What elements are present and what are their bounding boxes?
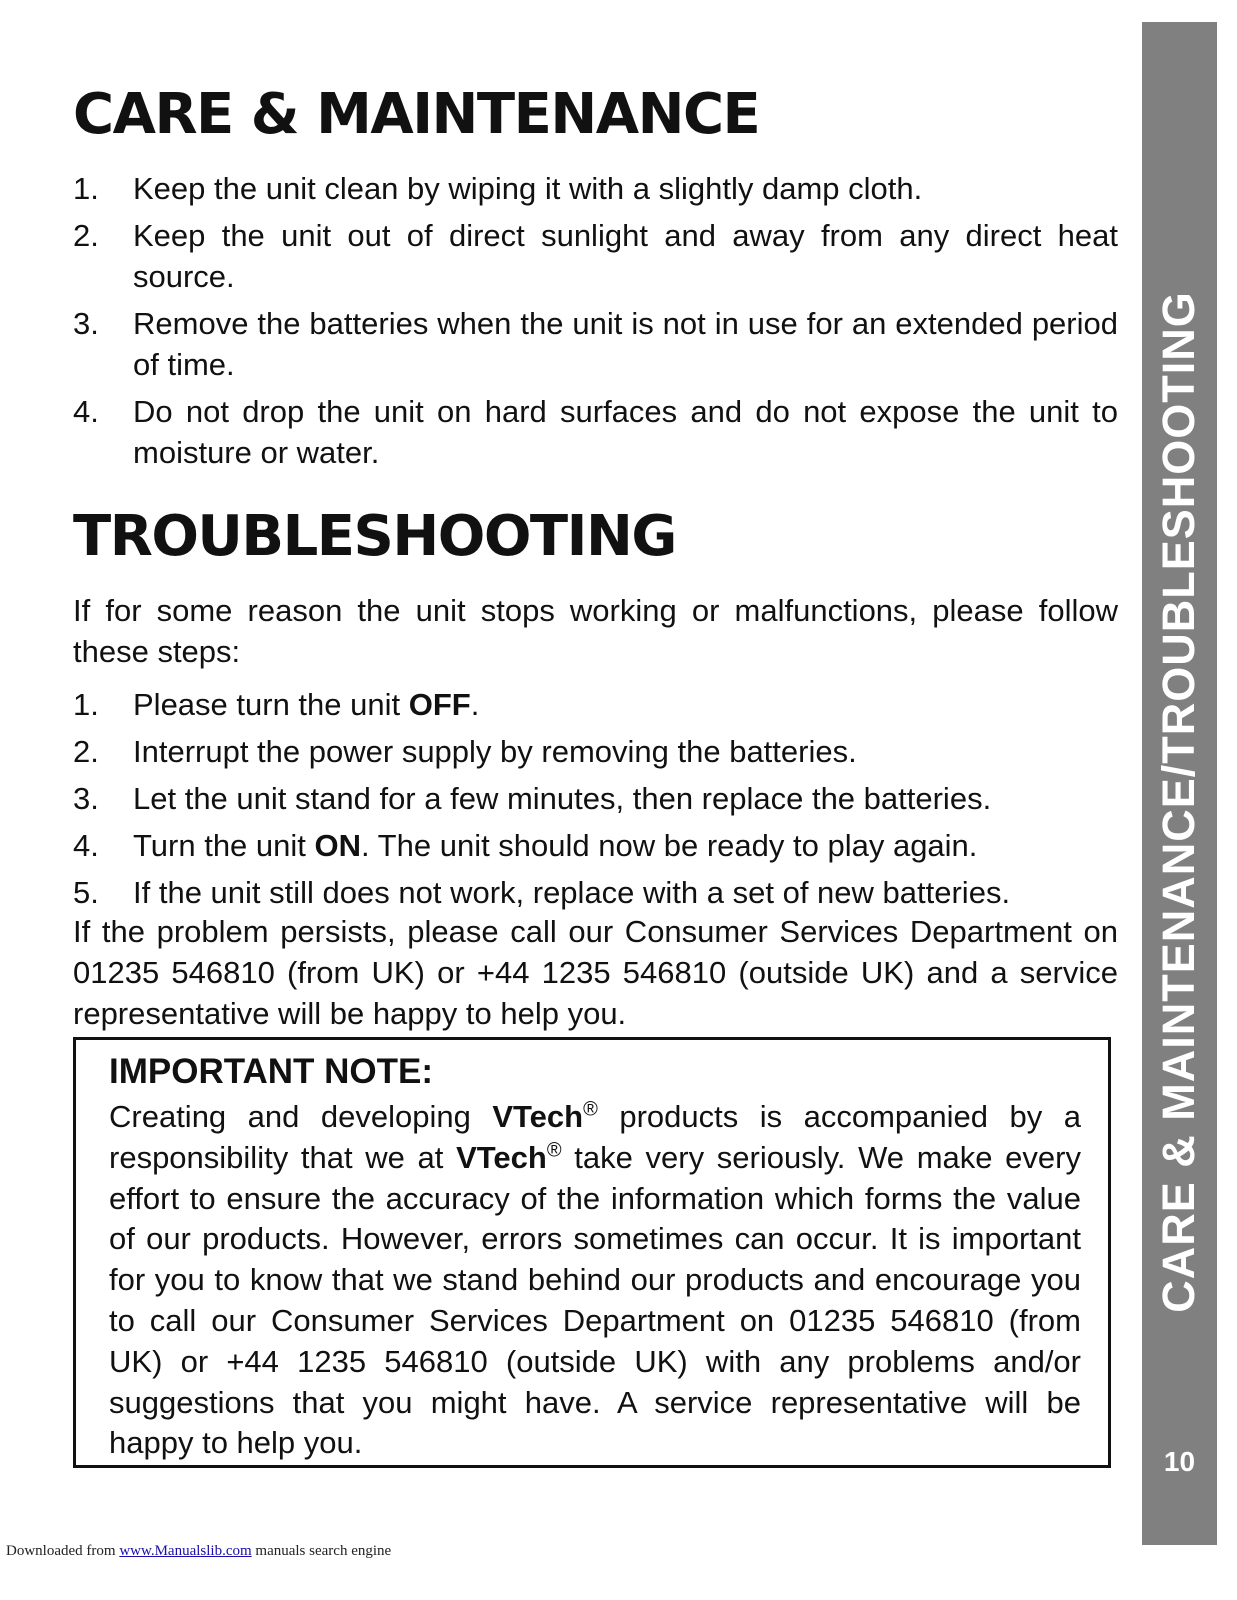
list-item: 5. If the unit still does not work, replace with a set of new batteries. bbox=[73, 875, 1011, 910]
manualslib-link[interactable]: www.Manualslib.com bbox=[119, 1543, 252, 1559]
download-footer: Downloaded from www.Manualslib.com manuals search engine bbox=[6, 1543, 392, 1559]
troubleshooting-intro: If for some reason the unit stops working or malfunctions, please follow these steps: bbox=[73, 593, 1118, 669]
care-list bbox=[73, 168, 1118, 479]
troubleshooting-steps bbox=[73, 684, 1118, 919]
list-item: 2. Keep the unit out of direct sunlight and away from any direct heat source. bbox=[73, 218, 1118, 294]
list-item: 2. Interrupt the power supply by removing the batteries. bbox=[73, 734, 857, 769]
sidebar-section-label: CARE & MAINTENANCE/TROUBLESHOOTING bbox=[1153, 291, 1204, 1313]
page-number: 10 bbox=[1163, 1446, 1196, 1477]
important-note-box bbox=[73, 1037, 1111, 1468]
list-item: 4. Do not drop the unit on hard surfaces and do not expose the unit to moisture or water. bbox=[73, 394, 1118, 470]
list-item: 1. Please turn the unit OFF. bbox=[73, 687, 480, 722]
consumer-services-paragraph: If the problem persists, please call our Consumer Services Department on 01235 546810 (from UK) or +44 1235 546810 (outside UK) and a service representative will be happy to help you. bbox=[73, 914, 1118, 1031]
list-item: 1. Keep the unit clean by wiping it with a slightly damp cloth. bbox=[73, 171, 923, 206]
care-maintenance-heading: CARE & MAINTENANCE bbox=[73, 82, 760, 147]
important-note-title: IMPORTANT NOTE: bbox=[109, 1052, 434, 1091]
important-note-text: Creating and developing VTech® products is accompanied by a responsibility that we at VTech® take very seriously. We make every effort to ensure the accuracy of the information which forms the value of our products. However, errors sometimes can occur. It is important for you to know that we stand behind our products and encourage you to call our Consumer Services Department on 01235 546810 (from UK) or +44 1235 546810 (outside UK) with any problems and/or suggestions that you might have. A service representative will be happy to help you. bbox=[109, 1098, 1081, 1461]
brand-name: VTech bbox=[456, 1139, 547, 1175]
section-sidebar bbox=[1142, 22, 1217, 1545]
list-item: 3. Remove the batteries when the unit is not in use for an extended period of time. bbox=[73, 306, 1118, 382]
troubleshooting-heading: TROUBLESHOOTING bbox=[73, 504, 676, 569]
brand-name: VTech bbox=[492, 1099, 584, 1134]
list-item: 4. Turn the unit ON. The unit should now be ready to play again. bbox=[73, 828, 978, 863]
list-item: 3. Let the unit stand for a few minutes, then replace the batteries. bbox=[73, 781, 992, 816]
